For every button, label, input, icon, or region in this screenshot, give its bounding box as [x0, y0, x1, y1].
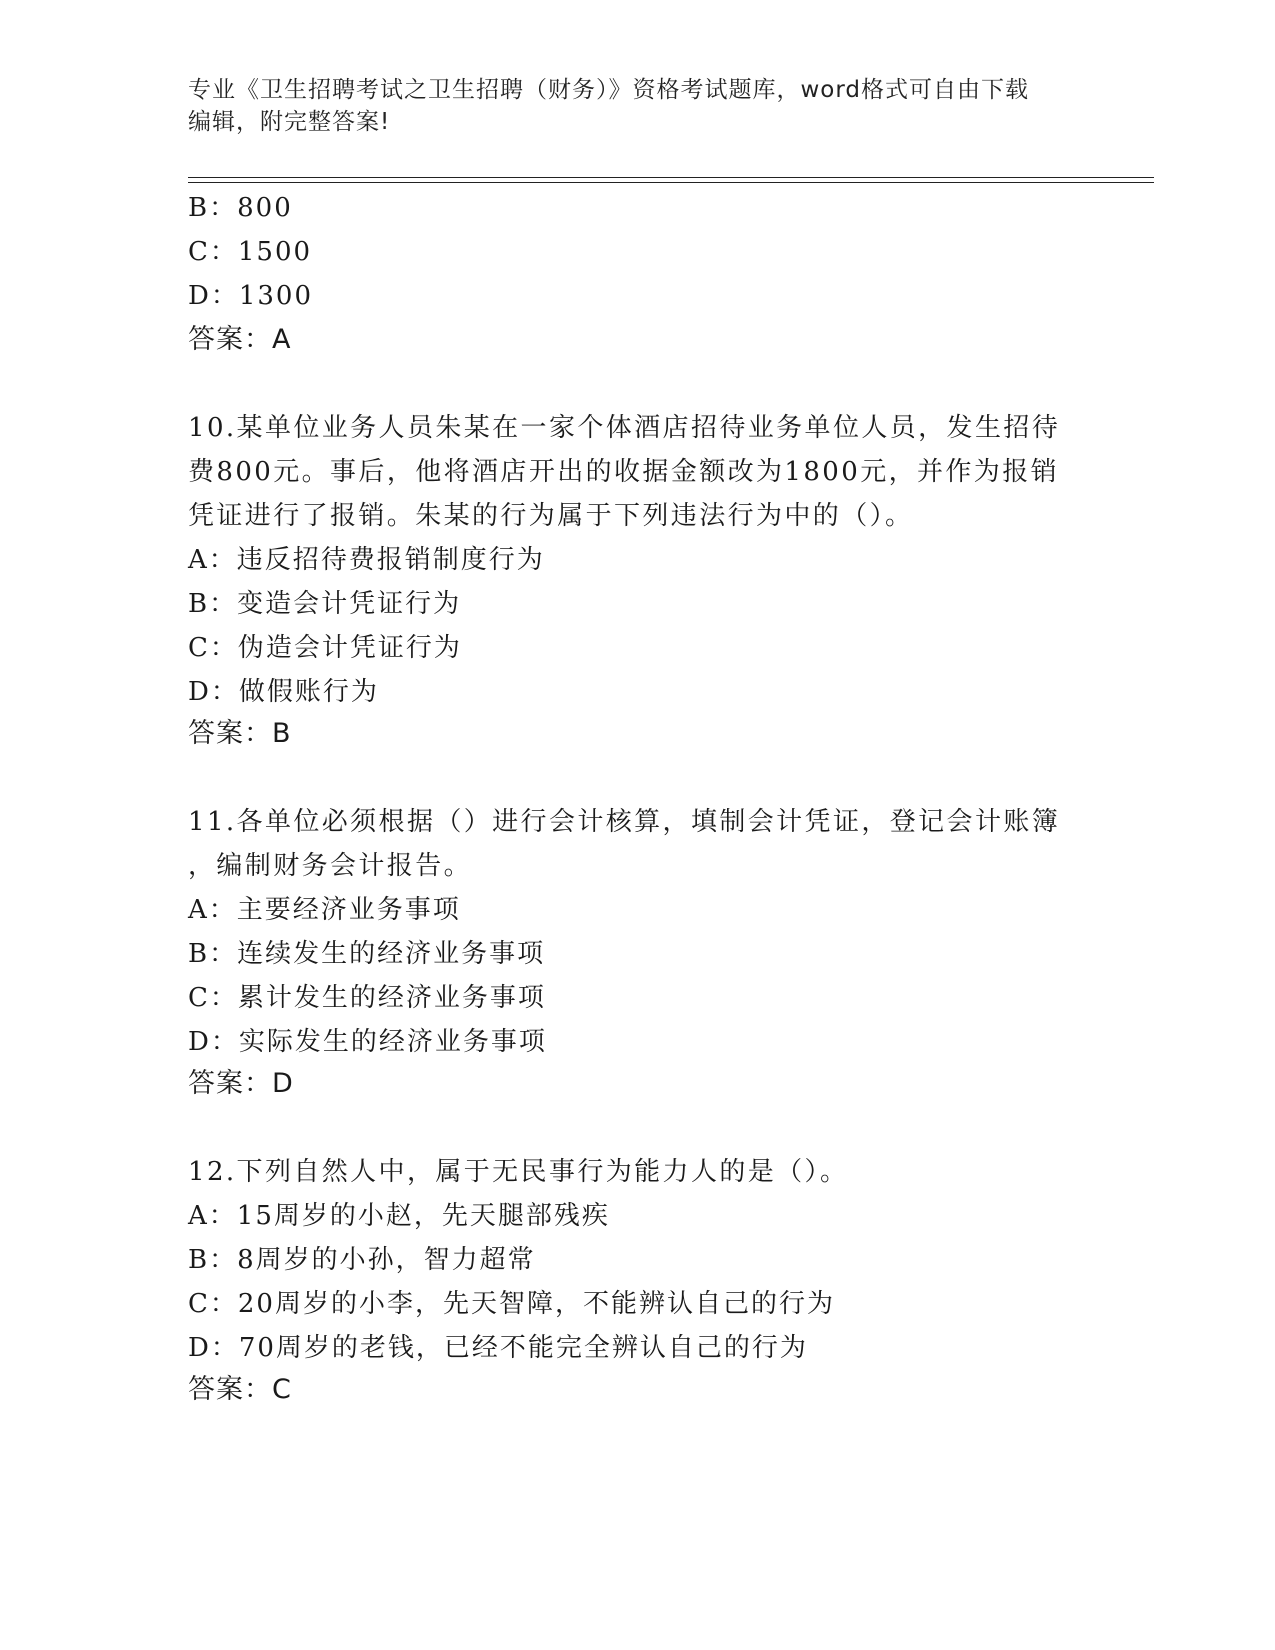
option-d: D：实际发生的经济业务事项 [188, 1027, 547, 1057]
header-line-1: 专业《卫生招聘考试之卫生招聘（财务）》资格考试题库，word格式可自由下载 [188, 77, 1030, 103]
option-d: D：做假账行为 [188, 677, 379, 707]
option-c: C：伪造会计凭证行为 [188, 633, 462, 663]
question-text-line: 凭证进行了报销。朱某的行为属于下列违法行为中的（）。 [188, 501, 914, 531]
option-c: C：累计发生的经济业务事项 [188, 983, 546, 1013]
question-text-line: 11.各单位必须根据（）进行会计核算，填制会计凭证，登记会计账簿 [188, 807, 1061, 837]
option-a: A：主要经济业务事项 [188, 895, 461, 925]
document-header [188, 74, 1068, 138]
header-divider-top [188, 177, 1154, 178]
header-divider-bottom [188, 182, 1154, 183]
question-text-line: 10.某单位业务人员朱某在一家个体酒店招待业务单位人员，发生招待 [188, 413, 1061, 443]
question-text-line: 费800元。事后，他将酒店开出的收据金额改为1800元，并作为报销 [188, 457, 1059, 487]
question-text-line: ，编制财务会计报告。 [188, 851, 473, 881]
option-c: C：1500 [188, 237, 313, 267]
header-line-2: 编辑，附完整答案! [188, 109, 391, 135]
question-text-line: 12.下列自然人中，属于无民事行为能力人的是（）。 [188, 1157, 849, 1187]
option-a: A：违反招待费报销制度行为 [188, 545, 545, 575]
answer: 答案：A [188, 324, 292, 355]
option-b: B：8周岁的小孙，智力超常 [188, 1245, 536, 1275]
option-d: D：1300 [188, 281, 314, 311]
answer: 答案：C [188, 1374, 292, 1405]
option-b: B：800 [188, 193, 293, 223]
option-d: D：70周岁的老钱，已经不能完全辨认自己的行为 [188, 1333, 808, 1363]
answer: 答案：D [188, 1068, 294, 1099]
option-a: A：15周岁的小赵，先天腿部残疾 [188, 1201, 610, 1231]
option-c: C：20周岁的小李，先天智障，不能辨认自己的行为 [188, 1289, 835, 1319]
option-b: B：连续发生的经济业务事项 [188, 939, 546, 969]
option-b: B：变造会计凭证行为 [188, 589, 462, 619]
answer: 答案：B [188, 718, 292, 749]
